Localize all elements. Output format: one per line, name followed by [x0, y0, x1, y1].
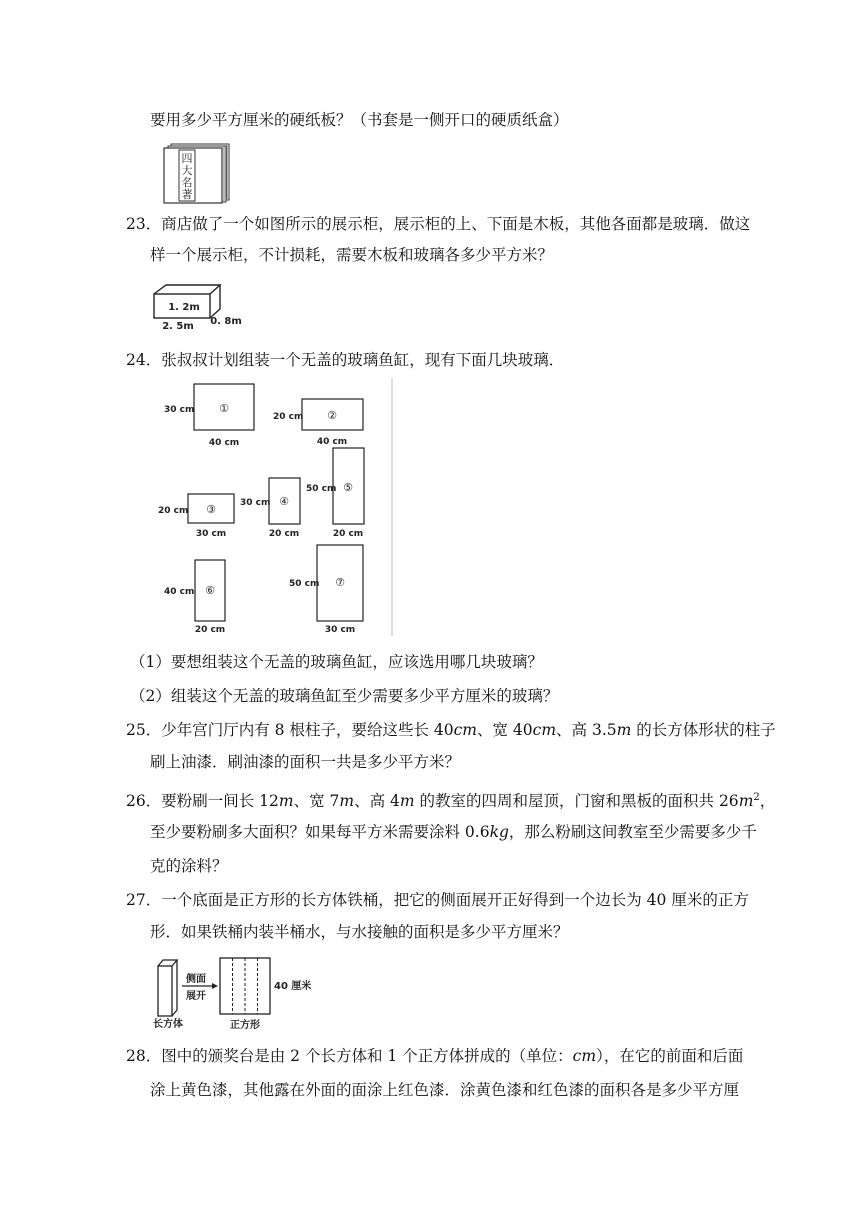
q23-line2: 样一个展示柜，不计损耗，需要木板和玻璃各多少平方米？ — [150, 246, 554, 264]
q26-unit-kg: kg — [489, 823, 509, 841]
q26-text-a: 要粉刷一间长 12 — [161, 792, 279, 811]
q28-text-a: 图中的颁奖台是由 2 个长方体和 1 个正方体拼成的（单位： — [161, 1047, 573, 1065]
q26-line3: 克的涂料？ — [150, 857, 228, 875]
q26-unit-m-3: m — [399, 792, 415, 811]
q24-number: 24． — [126, 351, 162, 369]
q25-unit-cm-2: cm — [532, 721, 557, 739]
panel-5-side: 50 cm — [306, 484, 337, 494]
panel-6-side: 40 cm — [164, 587, 195, 597]
panel-7-bottom: 30 cm — [324, 625, 356, 635]
square-side-label: 40 厘米 — [274, 981, 312, 992]
display-cabinet-figure — [150, 282, 250, 332]
q28-line1 — [126, 1046, 743, 1066]
q26-line2 — [150, 822, 757, 842]
book-sleeve-figure — [162, 142, 234, 204]
panel-2-side: 20 cm — [273, 412, 304, 422]
panel-4-bottom: 20 cm — [268, 529, 300, 539]
panel-3-id: ③ — [206, 503, 216, 516]
panel-6-id: ⑥ — [205, 584, 215, 597]
q26-text-b: 、宽 7 — [293, 792, 340, 811]
q24-line1 — [126, 350, 564, 370]
q26-text-c: 、高 4 — [354, 792, 400, 811]
q28-line2: 涂上黄色漆，其他露在外面的面涂上红色漆．涂黄色漆和红色漆的面积各是多少平方厘 — [150, 1081, 740, 1099]
panel-5-bottom: 20 cm — [332, 529, 364, 539]
q28-text-b: ），在它的前面和后面 — [596, 1047, 744, 1065]
book-title-char-2: 大 — [181, 164, 193, 177]
panel-4-side: 30 cm — [240, 498, 271, 508]
cabinet-height-label: 1. 2m — [168, 302, 200, 313]
q26-superscript: 2 — [753, 792, 760, 803]
q25-text-b: 、宽 40 — [477, 721, 533, 739]
q27-text-1: 一个底面是正方形的长方体铁桶，把它的侧面展开正好得到一个边长为 40 厘米的正方 — [161, 891, 749, 909]
q25-number: 25． — [126, 721, 162, 739]
q26-text-e: ， — [759, 792, 776, 811]
panel-7-side: 50 cm — [289, 579, 320, 589]
q26-unit-m-2: m — [339, 792, 355, 811]
q23-text-1: 商店做了一个如图所示的展示柜，展示柜的上、下面是木板，其他各面都是玻璃．做这 — [161, 215, 751, 233]
glass-panels-figure — [148, 378, 398, 640]
panel-4-id: ④ — [279, 495, 289, 508]
book-title-char-3: 名 — [181, 176, 193, 189]
q22-line-end: 要用多少平方厘米的硬纸板？（书套是一侧开口的硬质纸盒） — [150, 111, 569, 129]
q27-line2: 形．如果铁桶内装半桶水，与水接触的面积是多少平方厘米？ — [150, 923, 569, 941]
cabinet-width-label: 0. 8m — [210, 316, 242, 327]
q24-sub1: （1）要想组装这个无盖的玻璃鱼缸，应该选用哪几块玻璃？ — [130, 653, 543, 671]
q26-line1 — [126, 788, 775, 811]
q26-text-d: 的教室的四周和屋顶，门窗和黑板的面积共 26 — [414, 792, 739, 811]
q26-unit-m-1: m — [278, 792, 294, 811]
panel-2-id: ② — [327, 409, 337, 422]
book-title-char-4: 著 — [181, 188, 193, 201]
q26-text-2b: ，那么粉刷这间教室至少需要多少千 — [508, 823, 757, 841]
q26-number: 26． — [126, 792, 162, 811]
q25-unit-m: m — [616, 721, 632, 739]
panel-1-side: 30 cm — [164, 405, 195, 415]
square-label: 正方形 — [230, 1020, 260, 1031]
panel-1-bottom: 40 cm — [208, 438, 240, 448]
panel-2-bottom: 40 cm — [316, 437, 348, 447]
q26-text-2a: 至少要粉刷多大面积？如果每平方米需要涂料 0.6 — [150, 823, 490, 841]
q23-line1 — [126, 214, 750, 234]
q28-number: 28． — [126, 1047, 162, 1065]
book-title-char-1: 四 — [181, 152, 193, 165]
q25-text-c: 、高 3.5 — [556, 721, 617, 739]
q25-unit-cm-1: cm — [453, 721, 477, 739]
q24-text-1: 张叔叔计划组装一个无盖的玻璃鱼缸，现有下面几块玻璃． — [161, 351, 565, 369]
cabinet-length-label: 2. 5m — [162, 321, 194, 332]
q28-unit-cm: cm — [572, 1047, 597, 1065]
q23-number: 23． — [126, 215, 162, 233]
cuboid-label: 长方体 — [153, 1019, 183, 1030]
q25-text-a: 少年宫门厅内有 8 根柱子，要给这些长 40 — [161, 721, 454, 739]
panel-3-side: 20 cm — [158, 506, 189, 516]
panel-5-id: ⑤ — [343, 481, 353, 494]
q24-sub2: （2）组装这个无盖的玻璃鱼缸至少需要多少平方厘米的玻璃？ — [130, 687, 559, 705]
arrow-label-bottom: 展开 — [186, 991, 206, 1002]
q25-text-d: 的长方体形状的柱子 — [631, 721, 776, 739]
q27-line1 — [126, 890, 749, 910]
panel-1-id: ① — [219, 402, 229, 415]
q25-line1 — [126, 720, 776, 740]
panel-7-id: ⑦ — [335, 576, 345, 589]
q26-unit-m-4: m — [738, 792, 754, 811]
q27-number: 27． — [126, 891, 162, 909]
arrow-label-top: 侧面 — [186, 974, 206, 985]
q25-line2: 刷上油漆．刷油漆的面积一共是多少平方米？ — [150, 753, 461, 771]
panel-6-bottom: 20 cm — [194, 625, 226, 635]
unfolded-tank-figure — [150, 952, 312, 1032]
panel-3-bottom: 30 cm — [195, 529, 227, 539]
